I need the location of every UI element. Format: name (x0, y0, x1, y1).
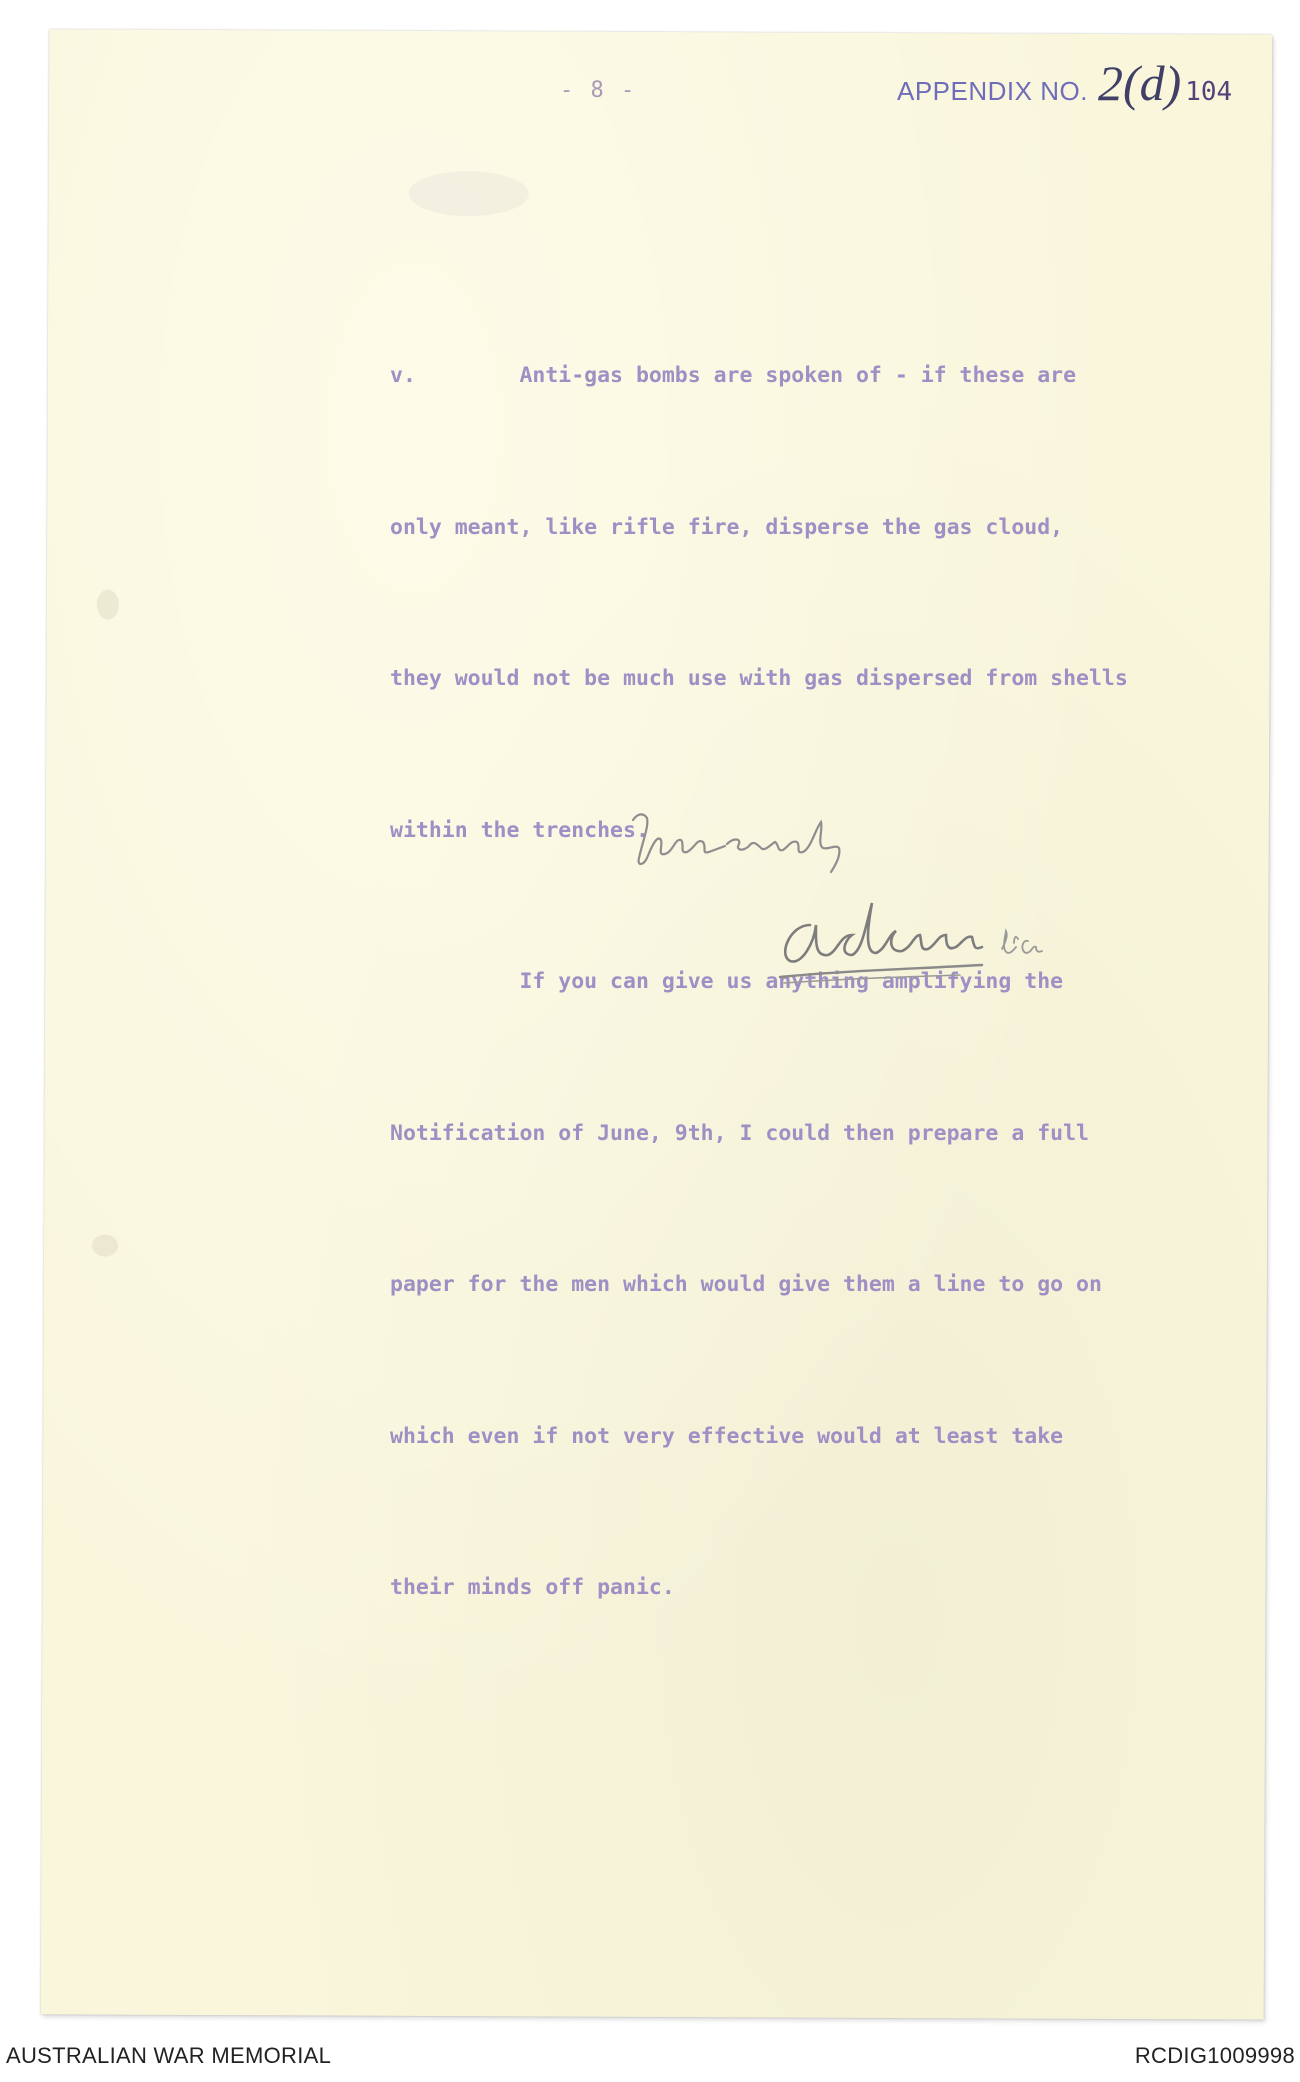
signature-closing-handwritten (625, 800, 855, 880)
signature-handwritten (770, 895, 1070, 995)
body-line: within the trenches. (390, 817, 649, 843)
body-line: Notification of June, 9th, I could then prepare a full (390, 1120, 1089, 1146)
appendix-handwritten-number: 2(d) (1097, 55, 1182, 111)
paper-stain (97, 590, 119, 620)
body-line: paper for the men which would give them a line to go on (390, 1272, 1102, 1297)
body-line: which even if not very effective would at least take (390, 1423, 1064, 1449)
footer-identifier: RCDIG1009998 (1134, 2043, 1295, 2068)
paper-stain (92, 1235, 118, 1257)
appendix-folio-number: 104 (1185, 77, 1233, 107)
body-line: v. Anti-gas bombs are spoken of - if these are (390, 363, 1077, 388)
body-line: they would not be much use with gas dispersed from shells (390, 666, 1128, 691)
page-number: - 8 - (560, 78, 637, 103)
footer-institution: AUSTRALIAN WAR MEMORIAL (6, 2043, 332, 2068)
body-line: their minds off panic. (390, 1575, 675, 1600)
paper-stain (409, 171, 529, 217)
appendix-stamp (897, 55, 1233, 118)
appendix-label: APPENDIX NO. (897, 76, 1088, 106)
body-line: only meant, like rifle fire, disperse the gas cloud, (390, 514, 1064, 540)
body-line: If you can give us anything amplifying the (390, 969, 1064, 994)
